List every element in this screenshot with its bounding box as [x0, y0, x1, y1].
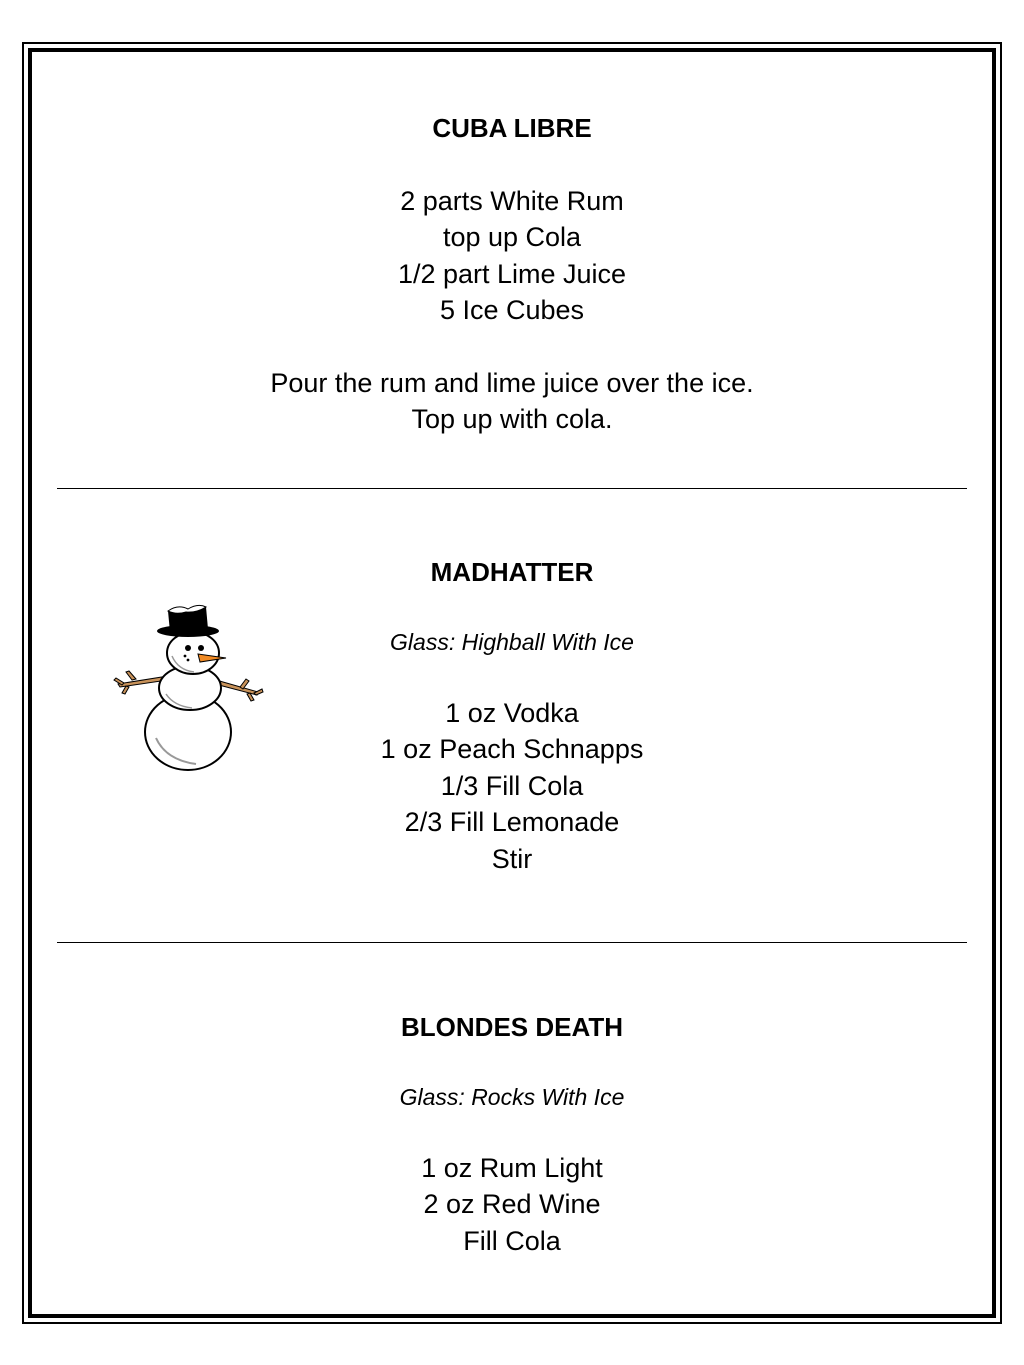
ingredient-list: [57, 1150, 967, 1259]
ingredient: 1/3 Fill Cola: [440, 770, 584, 801]
ingredient: 2 parts White Rum: [400, 186, 624, 216]
instruction-line: Top up with cola.: [411, 404, 613, 435]
ingredient: Stir: [491, 843, 533, 874]
instructions: [57, 365, 967, 438]
section-divider: [57, 942, 967, 943]
instruction-line: Pour the rum and lime juice over the ice.: [270, 368, 754, 398]
glass-label: Glass: Rocks With Ice: [399, 1084, 625, 1110]
ingredient: 2 oz Red Wine: [423, 1189, 601, 1220]
section-divider: [57, 488, 967, 489]
ingredient: 1 oz Vodka: [445, 698, 579, 728]
ingredient: 1 oz Peach Schnapps: [380, 734, 644, 765]
ingredient: 1 oz Rum Light: [421, 1153, 603, 1183]
recipe-madhatter: [57, 554, 967, 590]
ingredient: top up Cola: [442, 222, 582, 253]
recipe-title: CUBA LIBRE: [432, 113, 592, 143]
snowman-icon: [108, 598, 270, 776]
recipe-title: BLONDES DEATH: [401, 1012, 623, 1042]
ingredient-list: [57, 183, 967, 329]
ingredient: 5 Ice Cubes: [439, 295, 585, 326]
recipe-blondes-death: [57, 1009, 967, 1045]
glass-info: [57, 1082, 967, 1112]
ingredient: 2/3 Fill Lemonade: [404, 807, 620, 838]
recipe-title: MADHATTER: [430, 557, 594, 587]
ingredient: 1/2 part Lime Juice: [397, 258, 627, 289]
ingredient: Fill Cola: [463, 1225, 561, 1256]
recipe-cuba-libre: [57, 110, 967, 146]
glass-label: Glass: Highball With Ice: [390, 629, 634, 655]
